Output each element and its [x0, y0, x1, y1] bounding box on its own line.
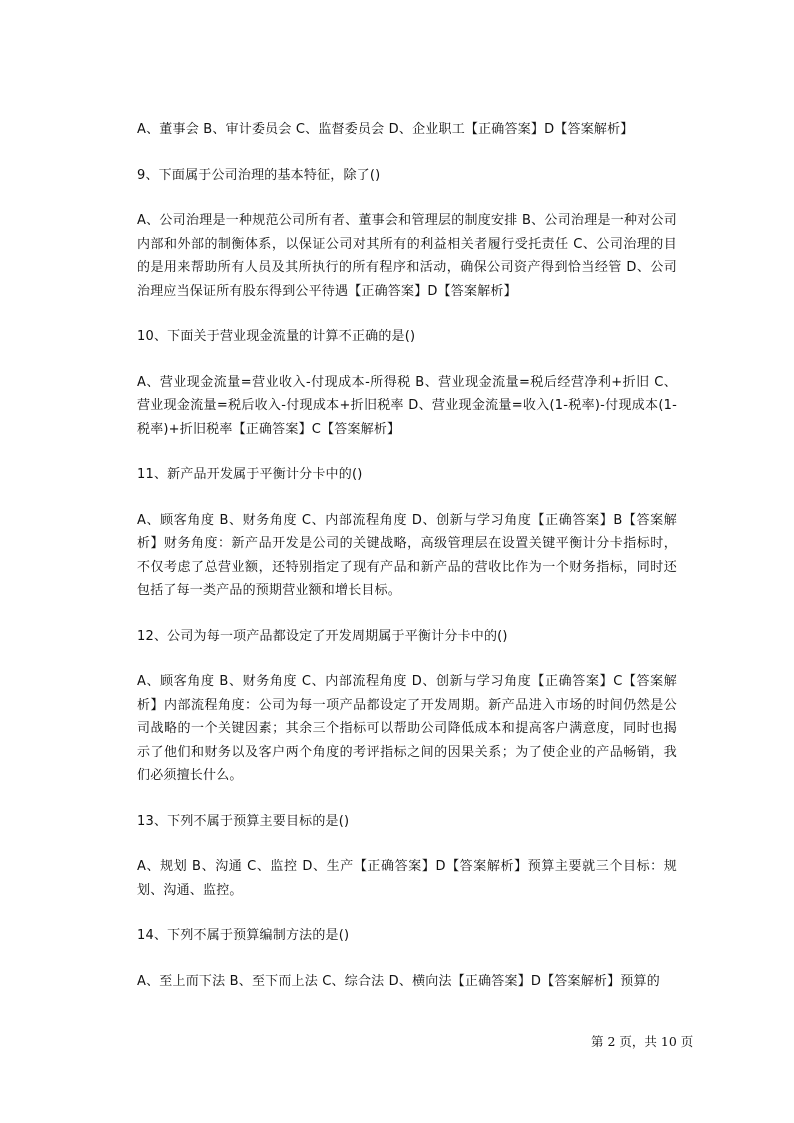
answer-paragraph-13: A、规划 B、沟通 C、监控 D、生产【正确答案】D【答案解析】预算主要就三个目标：规划、沟通、监控。	[137, 859, 677, 898]
question-14: 14、下列不属于预算编制方法的是()	[137, 928, 350, 943]
answer-paragraph-8: A、董事会 B、审计委员会 C、监督委员会 D、企业职工【正确答案】D【答案解析】	[137, 122, 634, 137]
page-number-label: 第 2 页，共 10 页	[591, 1034, 694, 1049]
answer-paragraph-9: A、公司治理是一种规范公司所有者、董事会和管理层的制度安排 B、公司治理是一种对公司内部和外部的制衡体系，以保证公司对其所有的利益相关者履行受托责任 C、公司治理的目的是用来帮助所有人员及其所执行的所有程序和活动，确保公司资产得到恰当经管 D、公司治理应当保证所有股东得到公平待遇【正确答案】D【答案解析】	[137, 213, 677, 299]
answer-paragraph-11: A、顾客角度 B、财务角度 C、内部流程角度 D、创新与学习角度【正确答案】B【答案解析】财务角度：新产品开发是公司的关键战略，高级管理层在设置关键平衡计分卡指标时，不仅考虑了总营业额，还特别指定了现有产品和新产品的营收比作为一个财务指标，同时还包括了每一类产品的预期营业额和增长目标。	[137, 512, 677, 598]
question-9: 9、下面属于公司治理的基本特征，除了()	[137, 167, 381, 183]
document-body	[137, 118, 677, 993]
answer-paragraph-14: A、至上而下法 B、至下而上法 C、综合法 D、横向法【正确答案】D【答案解析】预算的	[137, 973, 660, 989]
page-number-footer	[591, 1032, 693, 1050]
question-13: 13、下列不属于预算主要目标的是()	[137, 813, 350, 829]
answer-paragraph-10: A、营业现金流量=营业收入-付现成本-所得税 B、营业现金流量=税后经营净利+折旧 C、营业现金流量=税后收入-付现成本+折旧税率 D、营业现金流量=收入(1-税率)-付现成本(1-税率)+折旧税率【正确答案】C【答案解析】	[137, 374, 677, 437]
question-11: 11、新产品开发属于平衡计分卡中的()	[137, 467, 363, 482]
question-10: 10、下面关于营业现金流量的计算不正确的是()	[137, 329, 416, 344]
answer-paragraph-12: A、顾客角度 B、财务角度 C、内部流程角度 D、创新与学习角度【正确答案】C【答案解析】内部流程角度：公司为每一项产品都设定了开发周期。新产品进入市场的时间仍然是公司战略的一个关键因素；其余三个指标可以帮助公司降低成本和提高客户满意度，同时也揭示了他们和财务以及客户两个角度的考评指标之间的因果关系；为了使企业的产品畅销，我们必须擅长什么。	[137, 674, 677, 783]
question-12: 12、公司为每一项产品都设定了开发周期属于平衡计分卡中的()	[137, 628, 508, 644]
